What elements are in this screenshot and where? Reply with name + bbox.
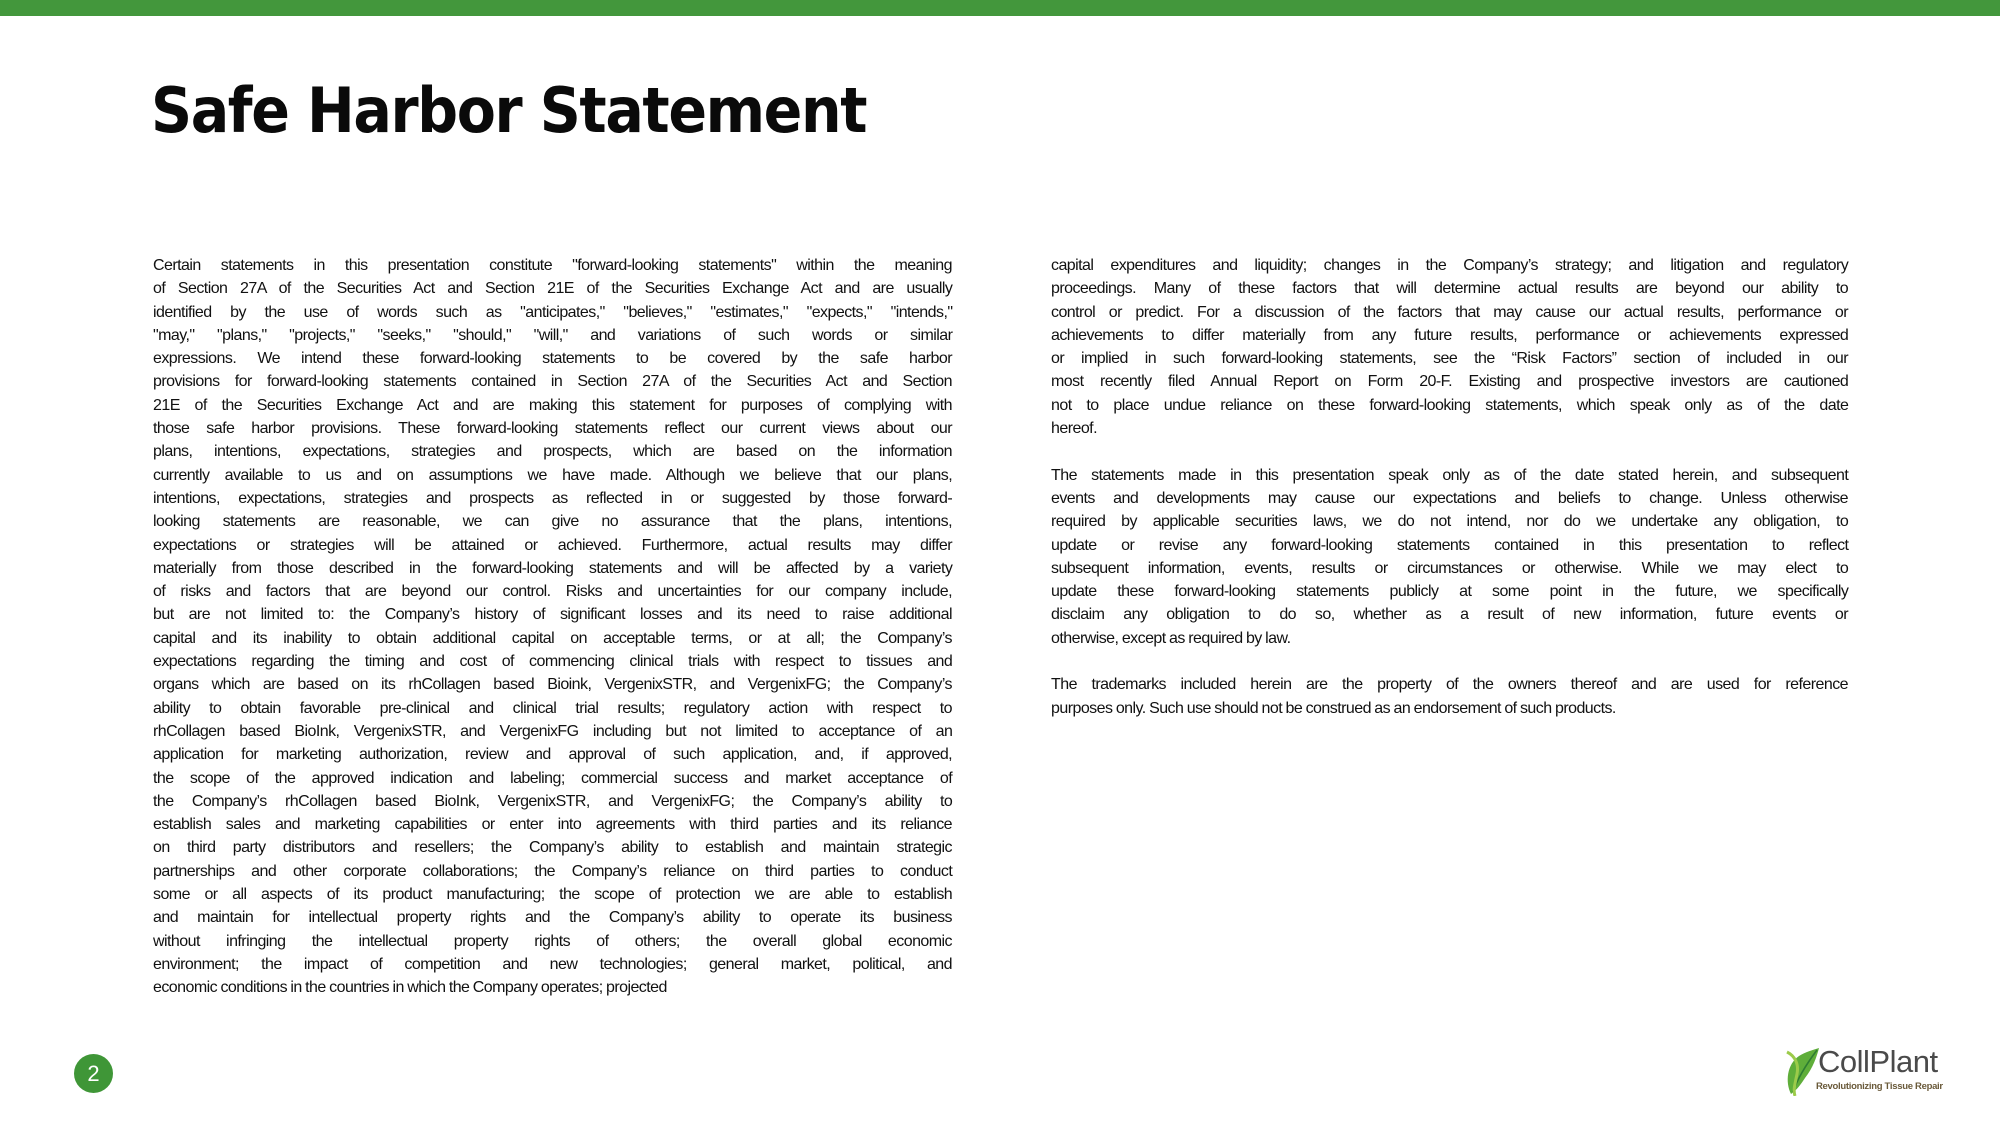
top-accent-bar bbox=[0, 0, 2000, 16]
text-line: organs which are based on its rhCollagen based Bioink, VergenixSTR, and VergenixFG; the Company’s bbox=[153, 676, 952, 694]
text-line: not to place undue reliance on these forward-looking statements, which speak only as of the date bbox=[1051, 396, 1849, 414]
text-line: purposes only. Such use should not be construed as an endorsement of such products. bbox=[1051, 699, 1616, 717]
text-line: the Company’s rhCollagen based BioInk, VergenixSTR, and VergenixFG; the Company’s ability to bbox=[153, 792, 953, 810]
paragraph bbox=[1051, 673, 1848, 720]
text-line: update these forward-looking statements publicly at some point in the future, we specifically bbox=[1051, 583, 1849, 601]
text-line: achievements to differ materially from any future results, performance or achievements expressed bbox=[1051, 326, 1849, 344]
text-line: application for marketing authorization, review and approval of such application, and, if approved, bbox=[153, 746, 953, 764]
text-line: and maintain for intellectual property rights and the Company’s ability to operate its business bbox=[153, 909, 952, 927]
text-line: control or predict. For a discussion of the factors that may cause our actual results, performance or bbox=[1051, 303, 1848, 321]
text-line: environment; the impact of competition and new technologies; general market, political, and bbox=[153, 955, 952, 973]
collplant-logo bbox=[1783, 1044, 1943, 1100]
text-line: subsequent information, events, results or circumstances or otherwise. While we may elect to bbox=[1051, 559, 1849, 577]
text-line: plans, intentions, expectations, strategies and prospects, which are based on the information bbox=[153, 443, 952, 461]
text-line: but are not limited to: the Company’s history of significant losses and its need to raise additional bbox=[153, 606, 952, 624]
text-line: of risks and factors that are beyond our control. Risks and uncertainties for our company include, bbox=[153, 583, 952, 601]
text-line: without infringing the intellectual property rights of others; the overall global economic bbox=[153, 932, 953, 950]
text-line: some or all aspects of its product manufacturing; the scope of protection we are able to establish bbox=[153, 886, 953, 904]
text-line: expectations regarding the timing and cost of commencing clinical trials with respect to tissues and bbox=[153, 653, 953, 671]
text-line: partnerships and other corporate collaborations; the Company’s reliance on third parties to conduct bbox=[153, 862, 953, 880]
left-text-column bbox=[153, 254, 952, 1023]
text-line: identified by the use of words such as "anticipates," "believes," "estimates," "expects," "intends," bbox=[153, 303, 953, 321]
text-line: or implied in such forward-looking statements, see the “Risk Factors” section of included in our bbox=[1051, 350, 1849, 368]
text-line: required by applicable securities laws, we do not intend, nor do we undertake any obligation, to bbox=[1051, 513, 1849, 531]
text-line: those safe harbor provisions. These forward-looking statements reflect our current views about our bbox=[153, 420, 953, 438]
text-line: the scope of the approved indication and labeling; commercial success and market acceptance of bbox=[153, 769, 953, 787]
text-line: economic conditions in the countries in which the Company operates; projected bbox=[153, 979, 667, 997]
text-line: on third party distributors and resellers; the Company’s ability to establish and maintain strategic bbox=[153, 839, 952, 857]
text-line: capital expenditures and liquidity; changes in the Company’s strategy; and litigation and regulatory bbox=[1051, 257, 1849, 274]
text-line: of Section 27A of the Securities Act and Section 21E of the Securities Exchange Act and are usually bbox=[153, 280, 953, 298]
text-line: expressions. We intend these forward-looking statements to be covered by the safe harbor bbox=[153, 350, 952, 368]
paragraph bbox=[1051, 464, 1848, 650]
paragraph bbox=[1051, 254, 1848, 440]
text-line: rhCollagen based BioInk, VergenixSTR, and VergenixFG including but not limited to acceptance of an bbox=[153, 722, 953, 740]
text-line: materially from those described in the forward-looking statements and will be affected by a variety bbox=[153, 559, 953, 577]
text-line: looking statements are reasonable, we can give no assurance that the plans, intentions, bbox=[153, 513, 952, 531]
text-line: ability to obtain favorable pre-clinical and clinical trial results; regulatory action with respect to bbox=[153, 699, 952, 717]
logo-wordmark: CollPlant bbox=[1818, 1044, 1938, 1079]
text-line: expectations or strategies will be attained or achieved. Furthermore, actual results may differ bbox=[153, 536, 952, 554]
text-line: intentions, expectations, strategies and prospects as reflected in or suggested by those forward- bbox=[153, 489, 953, 507]
text-line: "may," "plans," "projects," "seeks," "should," "will," and variations of such words or similar bbox=[153, 326, 953, 344]
text-line: The statements made in this presentation speak only as of the date stated herein, and subsequent bbox=[1051, 466, 1849, 484]
text-line: most recently filed Annual Report on Form 20-F. Existing and prospective investors are cautioned bbox=[1051, 373, 1849, 391]
logo-tagline: Revolutionizing Tissue Repair bbox=[1816, 1081, 1943, 1092]
text-line: Certain statements in this presentation constitute "forward-looking statements" within the meaning bbox=[153, 257, 952, 274]
text-line: otherwise, except as required by law. bbox=[1051, 629, 1291, 647]
text-line: events and developments may cause our expectations and beliefs to change. Unless otherwise bbox=[1051, 489, 1848, 507]
text-line: currently available to us and on assumptions we have made. Although we believe that our plans, bbox=[153, 466, 953, 484]
text-line: 21E of the Securities Exchange Act and are making this statement for purposes of complying with bbox=[153, 396, 952, 414]
slide-title: Safe Harbor Statement bbox=[151, 74, 867, 147]
text-line: update or revise any forward-looking statements contained in this presentation to reflect bbox=[1051, 536, 1849, 554]
text-line: provisions for forward-looking statements contained in Section 27A of the Securities Act and Section bbox=[153, 373, 952, 391]
text-line: The trademarks included herein are the property of the owners thereof and are used for reference bbox=[1051, 676, 1848, 694]
right-text-column bbox=[1051, 254, 1848, 743]
paragraph bbox=[153, 254, 952, 1000]
text-line: establish sales and marketing capabilities or enter into agreements with third parties and its reliance bbox=[153, 816, 952, 834]
text-line: hereof. bbox=[1051, 420, 1097, 438]
text-line: proceedings. Many of these factors that will determine actual results are beyond our ability to bbox=[1051, 280, 1849, 298]
text-line: disclaim any obligation to do so, whether as a result of new information, future events or bbox=[1051, 606, 1848, 624]
page-number-badge: 2 bbox=[74, 1054, 113, 1093]
text-line: capital and its inability to obtain additional capital on acceptable terms, or at all; the Company’s bbox=[153, 629, 952, 647]
